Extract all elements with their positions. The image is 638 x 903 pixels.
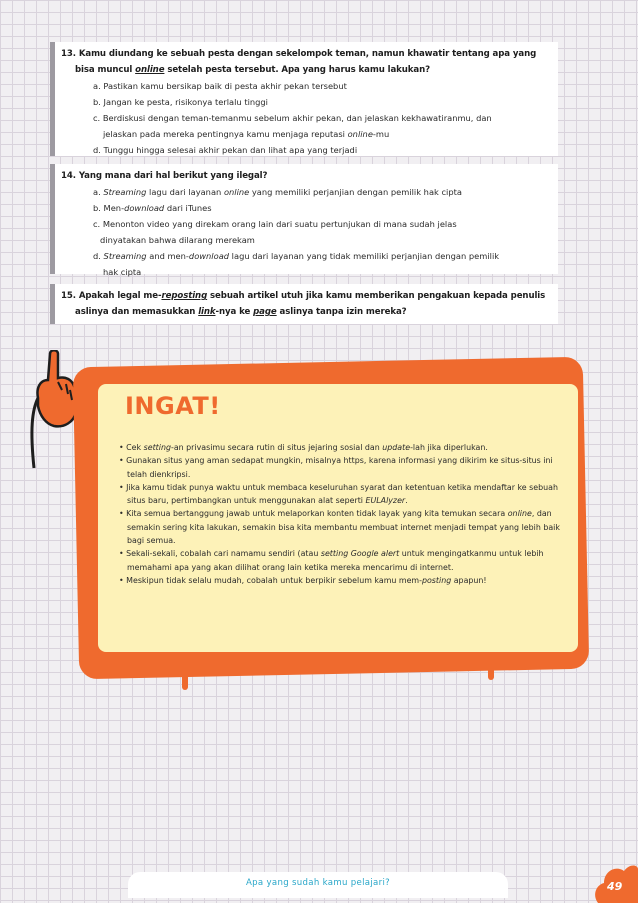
question-13-option-a: a. Pastikan kamu bersikap baik di pesta akhir pekan tersebut xyxy=(93,81,347,91)
question-13-option-c: c. Berdiskusi dengan teman-temanmu sebelum akhir pekan, dan jelaskan kekhawatiranmu, dan jelaskan pada mereka pentingnya kamu menjaga reputasi online-mu xyxy=(93,113,492,139)
question-15-title: 15. Apakah legal me-reposting sebuah artikel utuh jika kamu memberikan pengakuan kepada penulis aslinya dan memasukkan link-nya ke page aslinya tanpa izin mereka? xyxy=(61,291,546,317)
tip-item: • Gunakan situs yang aman sedapat mungkin, misalnya https, karena informasi yang dikirim ke situs-situs ini telah dienkripsi. xyxy=(119,456,553,479)
ingat-tips-list xyxy=(117,441,572,587)
ingat-title: INGAT! xyxy=(125,392,221,420)
tip-item: • Kita semua bertanggung jawab untuk melaporkan konten tidak layak yang kita temukan secara online, dan semakin sering kita lakukan, semakin bisa kita membantu membuat internet menjadi tempat yang lebih baik bagi semua. xyxy=(119,509,560,546)
question-13-option-d: d. Tunggu hingga selesai akhir pekan dan lihat apa yang terjadi xyxy=(93,145,358,155)
tip-item: • Cek setting-an privasimu secara rutin di situs jejaring sosial dan update-lah jika diperlukan. xyxy=(119,443,488,452)
question-15-box xyxy=(50,284,558,324)
question-13-box xyxy=(50,42,558,156)
page-number: 49 xyxy=(607,880,623,893)
question-14-box xyxy=(50,164,558,277)
question-14-option-b: b. Men-download dari iTunes xyxy=(93,203,212,213)
frame-drip xyxy=(488,660,494,680)
question-14-option-a: a. Streaming lagu dari layanan online yang memiliki perjanjian dengan pemilik hak cipta xyxy=(93,187,462,197)
question-13-title: 13. Kamu diundang ke sebuah pesta dengan sekelompok teman, namun khawatir tentang apa yang bisa muncul online setelah pesta tersebut. Apa yang harus kamu lakukan? xyxy=(61,49,537,75)
question-13-option-b: b. Jangan ke pesta, risikonya terlalu tinggi xyxy=(93,97,268,107)
tip-item: • Meskipun tidak selalu mudah, cobalah untuk berpikir sebelum kamu mem-posting apapun! xyxy=(119,575,487,585)
question-14-option-d: d. Streaming and men-download lagu dari layanan yang tidak memiliki perjanjian dengan pemilik hak cipta xyxy=(93,251,500,277)
question-14-option-c: c. Menonton video yang direkam orang lain dari suatu pertunjukan di mana sudah jelas dinyatakan bahwa dilarang merekam xyxy=(93,219,457,245)
question-14-title: 14. Yang mana dari hal berikut yang ilegal? xyxy=(61,171,268,181)
frame-drip xyxy=(182,666,188,690)
footer-text: Apa yang sudah kamu pelajari? xyxy=(245,878,390,888)
page-number-blob xyxy=(590,855,638,903)
tip-item: • Sekali-sekali, cobalah cari namamu sendiri (atau setting Google alert untuk mengingatkanmu untuk lebih memahami apa yang akan dilihat orang lain ketika mereka mencarimu di internet. xyxy=(119,549,544,572)
tip-item: • Jika kamu tidak punya waktu untuk membaca keseluruhan syarat dan ketentuan ketika mendaftar ke sebuah situs baru, pertimbangkan untuk menggunakan alat seperti EULAlyzer. xyxy=(119,482,558,506)
